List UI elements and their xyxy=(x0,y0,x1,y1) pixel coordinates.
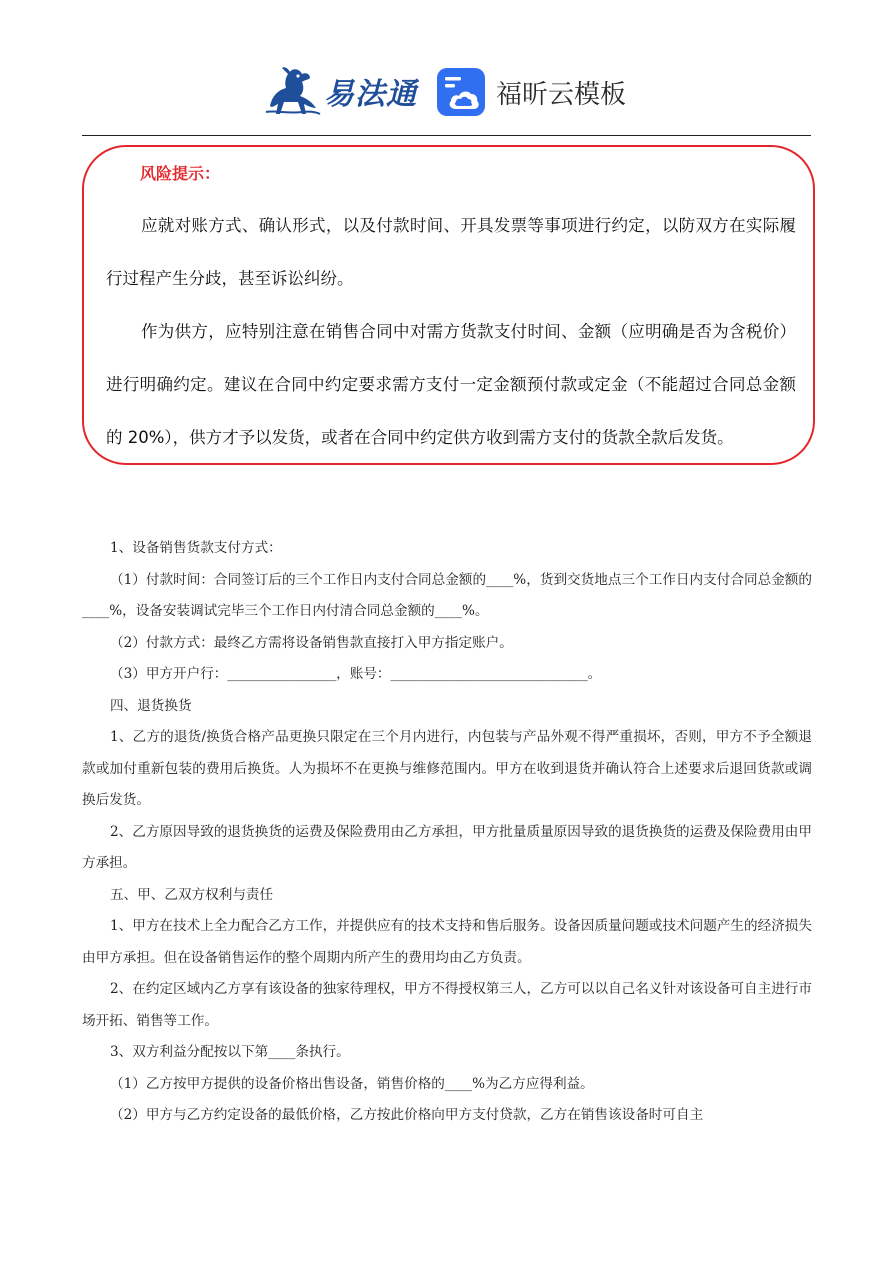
clause-paragraph: （1）付款时间：合同签订后的三个工作日内支付合同总金额的____%，货到交货地点三个工作日内支付合同总金额的____%，设备安装调试完毕三个工作日内付清合同总金额的____%。 xyxy=(82,571,812,619)
foxit-template-logo xyxy=(436,66,626,118)
section-item: 1、设备销售货款支付方式： xyxy=(110,540,282,556)
contract-body xyxy=(82,533,812,1132)
risk-notice-paragraph: 作为供方，应特别注意在销售合同中对需方货款支付时间、金额（应明确是否为含税价）进行明确约定。建议在合同中约定要求需方支付一定金额预付款或定金（不能超过合同总金额的 20%），供方才予以发货，或者在合同中约定供方收到需方支付的货款全款后发货。 xyxy=(106,322,796,447)
clause-paragraph: 1、甲方在技术上全力配合乙方工作，并提供应有的技术支持和售后服务。设备因质量问题或技术问题产生的经济损失由甲方承担。但在设备销售运作的整个周期内所产生的费用均由乙方负责。 xyxy=(82,918,812,966)
risk-notice-box xyxy=(82,145,815,465)
clause-paragraph: （2）付款方式：最终乙方需将设备销售款直接打入甲方指定账户。 xyxy=(110,634,513,651)
page-header xyxy=(0,0,893,136)
foxit-template-logo-text: 福昕云模板 xyxy=(496,79,627,110)
cloud-doc-icon xyxy=(436,67,486,117)
yifatong-logo-text: 易法通 xyxy=(324,77,417,112)
clause-paragraph: （2）甲方与乙方约定设备的最低价格，乙方按此价格向甲方支付贷款，乙方在销售该设备时可自主 xyxy=(110,1107,704,1123)
section-heading: 四、退货换货 xyxy=(110,697,192,714)
clause-paragraph: （1）乙方按甲方提供的设备价格出售设备，销售价格的____%为乙方应得利益。 xyxy=(110,1075,594,1092)
yifatong-logo xyxy=(262,62,417,120)
clause-paragraph: 1、乙方的退货/换货合格产品更换只限定在三个月内进行，内包装与产品外观不得严重损坏，否则，甲方不予全额退款或加付重新包装的费用后换货。人为损坏不在更换与维修范围内。甲方在收到退货并确认符合上述要求后退回货款或调换后发货。 xyxy=(82,729,812,808)
clause-paragraph: 3、双方利益分配按以下第____条执行。 xyxy=(110,1044,350,1060)
clause-paragraph: 2、在约定区域内乙方享有该设备的独家待理权，甲方不得授权第三人，乙方可以以自己名义针对该设备可自主进行市场开拓、销售等工作。 xyxy=(82,981,812,1029)
risk-notice-paragraph: 应就对账方式、确认形式，以及付款时间、开具发票等事项进行约定，以防双方在实际履行过程产生分歧，甚至诉讼纠纷。 xyxy=(106,216,796,288)
qilin-icon xyxy=(262,62,324,120)
section-heading: 五、甲、乙双方权利与责任 xyxy=(110,886,274,903)
clause-paragraph: （3）甲方开户行：________________，账号：_____________________________。 xyxy=(110,666,602,682)
header-divider xyxy=(82,135,811,136)
risk-notice-title: 风险提示： xyxy=(140,164,221,183)
clause-paragraph: 2、乙方原因导致的退货换货的运费及保险费用由乙方承担，甲方批量质量原因导致的退货换货的运费及保险费用由甲方承担。 xyxy=(82,823,812,871)
